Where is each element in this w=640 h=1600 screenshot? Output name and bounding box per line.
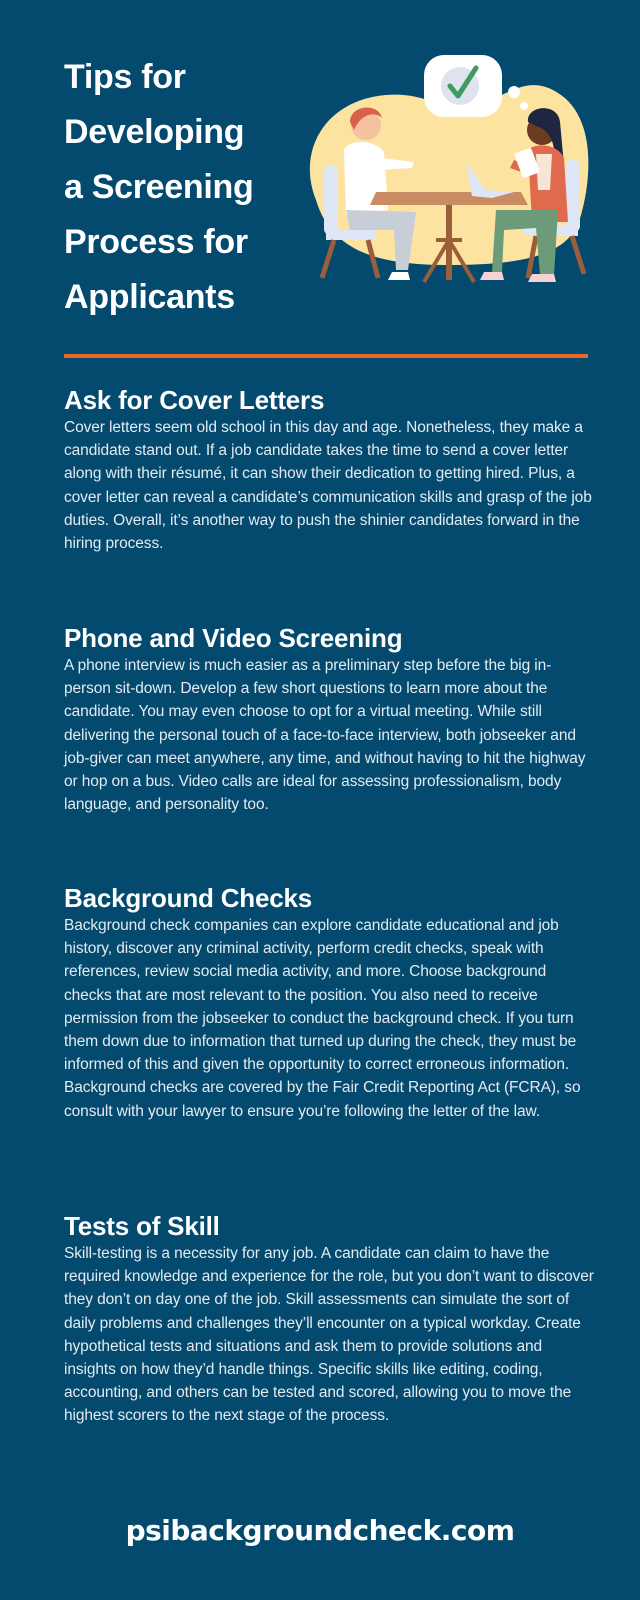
section-heading: Tests of Skill: [64, 1211, 220, 1241]
section-background-checks: [64, 882, 594, 1123]
section-cover-letters: [64, 384, 594, 555]
website-footer: psibackgroundcheck.com: [125, 1514, 515, 1547]
section-body: Skill-testing is a necessity for any job. A candidate can claim to have the required knowledge and experience for the role, but you don’t want to discover they don’t on day one of the job. Skill assessments can simulate the sort of daily problems and challenges they’ll encounter on a typical workday. Create hypothetical tests and situations and ask them to provide solutions and insights on how they’d handle things. Specific skills like editing, coding, accounting, and others can be tested and scored, allowing you to move the highest scorers to the next stage of the process.: [64, 1245, 594, 1425]
section-phone-video-screening: [64, 622, 594, 816]
section-heading: Background Checks: [64, 883, 313, 913]
title-line: Tips for: [64, 58, 186, 96]
interview-illustration: [296, 50, 596, 290]
section-heading: Ask for Cover Letters: [64, 385, 325, 415]
title-line: Developing: [64, 113, 245, 151]
hero-header: [0, 0, 640, 370]
title-line: a Screening: [64, 168, 254, 206]
section-tests-of-skill: [64, 1210, 594, 1428]
page-title: [64, 50, 314, 325]
title-line: Process for: [64, 223, 248, 261]
section-body: A phone interview is much easier as a preliminary step before the big in-person sit-down. Develop a few short questions to learn more about the candidate. You may even choose to opt for a virtual meeting. While still delivering the personal touch of a face-to-face interview, both jobseeker and job-giver can meet anywhere, any time, and without having to hit the highway or hop on a bus. Video calls are ideal for assessing professionalism, body language, and personality too.: [64, 657, 586, 814]
section-body: Background check companies can explore candidate educational and job history, discover any criminal activity, perform credit checks, speak with references, review social media activity, and more. Choose background checks that are most relevant to the position. You also need to receive permission from the jobseeker to conduct the background check. If you turn them down due to information that turned up during the check, they must be informed of this and given the opportunity to correct erroneous information. Background checks are covered by the Fair Credit Reporting Act (FCRA), so consult with your lawyer to ensure you’re following the letter of the law.: [64, 917, 581, 1120]
section-heading: Phone and Video Screening: [64, 623, 403, 653]
section-body: Cover letters seem old school in this day and age. Nonetheless, they make a candidate stand out. If a job candidate takes the time to send a cover letter along with their résumé, it can show their dedication to getting hired. Plus, a cover letter can reveal a candidate’s communication skills and grasp of the job duties. Overall, it’s another way to push the shinier candidates forward in the hiring process.: [64, 419, 592, 553]
title-line: Applicants: [64, 278, 235, 316]
section-divider: [64, 354, 588, 358]
